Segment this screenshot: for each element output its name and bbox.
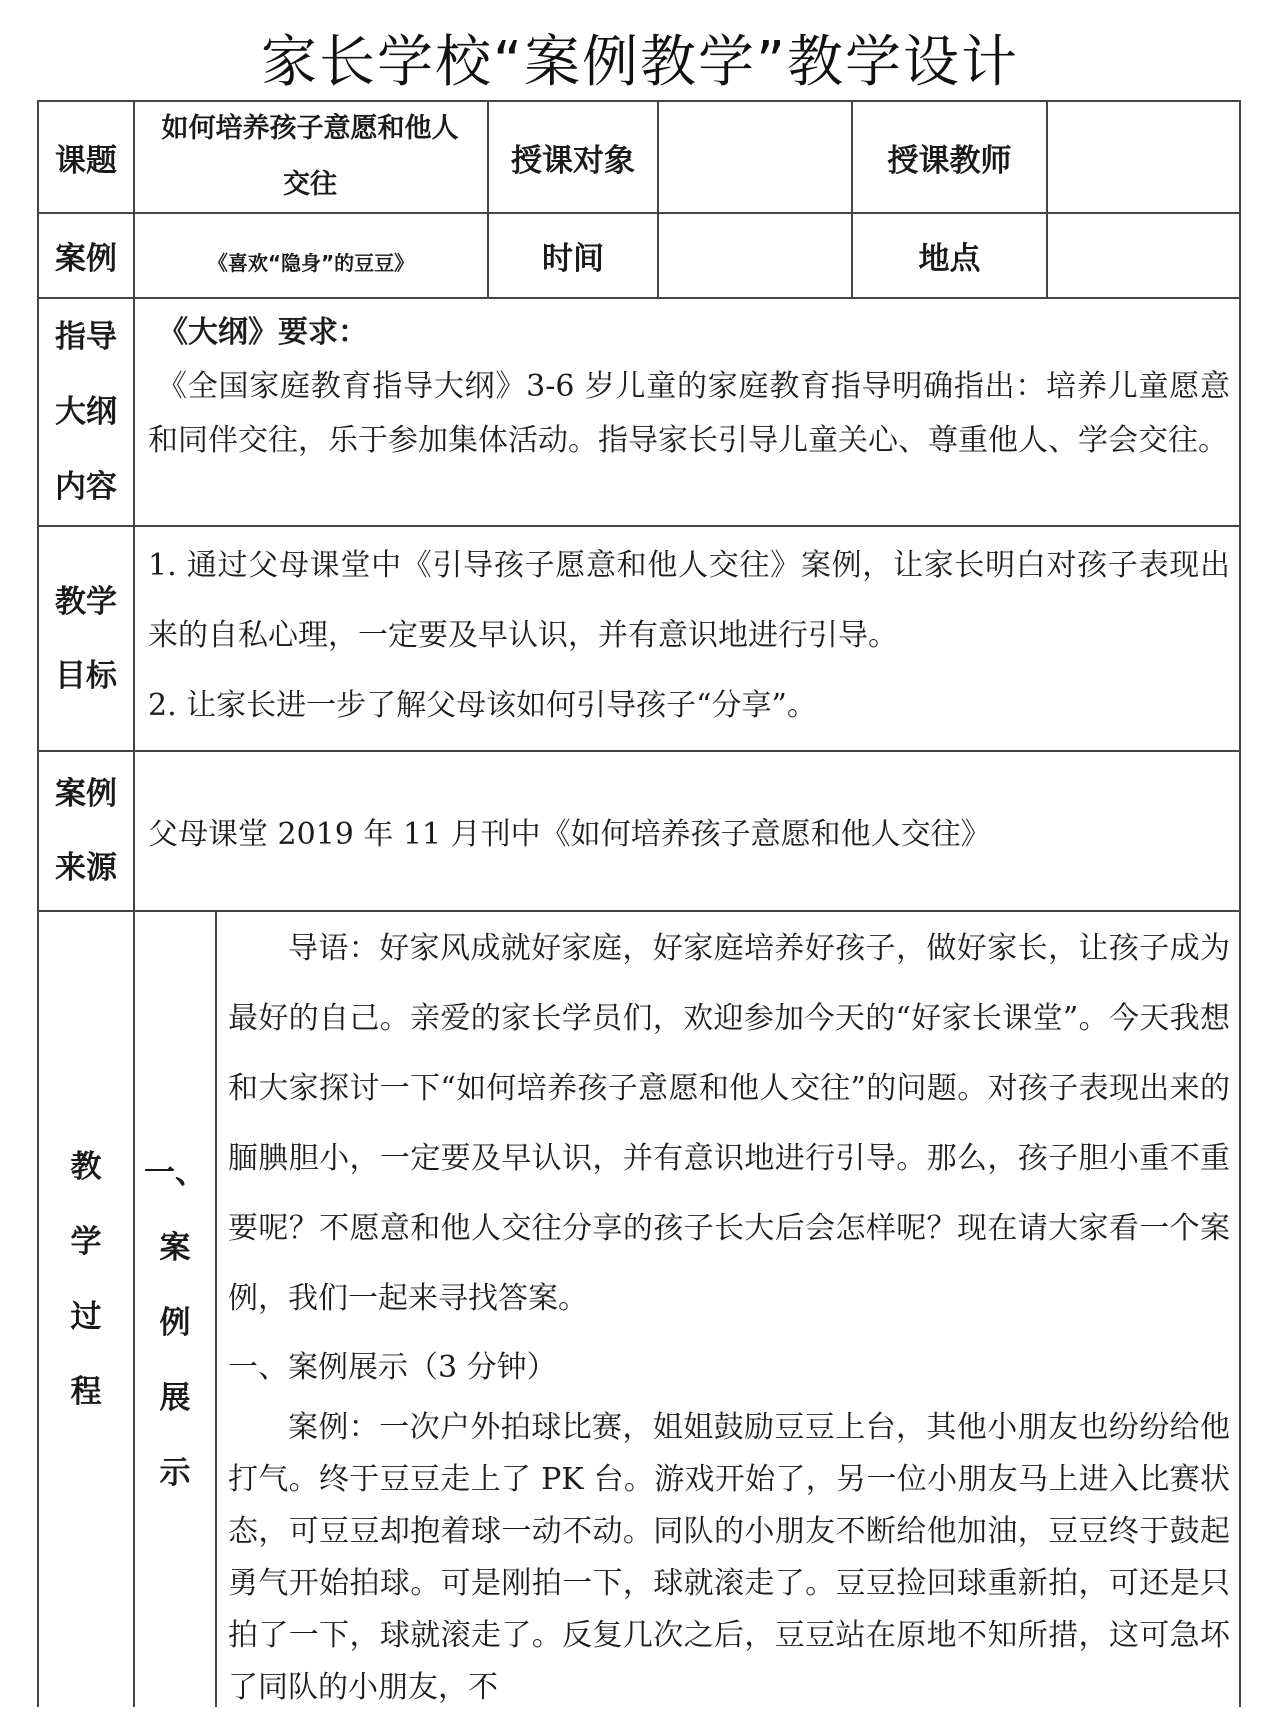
section-label-char: 一、 — [144, 1155, 206, 1191]
goals-label — [39, 527, 133, 750]
source-content — [148, 752, 1230, 910]
process-section-label — [135, 1136, 215, 1511]
topic-label: 课题 — [55, 142, 117, 179]
outline-label-line: 内容 — [55, 468, 117, 505]
source-label — [39, 752, 133, 910]
section-label-char: 展 — [159, 1380, 191, 1416]
process-content — [228, 914, 1230, 1714]
table-row-divider — [37, 297, 1241, 299]
process-label-char: 学 — [70, 1224, 102, 1260]
process-label — [39, 1130, 133, 1430]
outline-label-line: 指导 — [55, 318, 117, 355]
source-text: 父母课堂 2019 年 11 月刊中《如何培养孩子意愿和他人交往》 — [148, 817, 991, 852]
place-value — [1048, 214, 1239, 297]
time-value — [659, 214, 851, 297]
place-label: 地点 — [918, 241, 981, 277]
audience-label: 授课对象 — [511, 142, 635, 179]
source-label-line: 案例 — [55, 776, 117, 812]
teacher-value — [1048, 102, 1239, 212]
outline-content — [148, 306, 1230, 468]
topic-value: 如何培养孩子意愿和他人交往 — [161, 113, 459, 200]
section-title: 一、案例展示（3 分钟） — [228, 1350, 557, 1385]
audience-value — [659, 102, 851, 212]
table-row-divider — [37, 525, 1241, 527]
process-intro: 导语：好家风成就好家庭，好家庭培养好孩子，做好家长，让孩子成为最好的自己。亲爱的家长学员们，欢迎参加今天的“好家长课堂”。今天我想和大家探讨一下“如何培养孩子意愿和他人交往”的问题。对孩子表现出来的腼腆胆小，一定要及早认识，并有意识地进行引导。那么，孩子胆小重不重要呢？不愿意和他人交往分享的孩子长大后会怎样呢？现在请大家看一个案例，我们一起来寻找答案。 — [228, 931, 1230, 1316]
outline-heading: 《大纲》要求： — [158, 315, 368, 350]
outline-body: 《全国家庭教育指导大纲》3-6 岁儿童的家庭教育指导明确指出：培养儿童愿意和同伴交往，乐于参加集体活动。指导家长引导儿童关心、尊重他人、学会交往。 — [148, 369, 1230, 458]
section-label-char: 例 — [159, 1305, 191, 1341]
goals-content — [148, 531, 1230, 741]
outline-label-line: 大纲 — [55, 393, 117, 430]
time-label: 时间 — [542, 241, 604, 277]
process-label-char: 教 — [70, 1149, 102, 1185]
section-label-char: 示 — [159, 1455, 191, 1491]
case-title: 《喜欢“隐身”的豆豆》 — [207, 251, 415, 275]
table-row-divider — [37, 910, 1241, 912]
process-label-char: 过 — [70, 1299, 102, 1335]
source-label-line: 来源 — [55, 850, 117, 886]
outline-label — [39, 299, 133, 525]
section-label-char: 案 — [159, 1230, 191, 1266]
table-border-right — [1239, 100, 1241, 1707]
goals-label-line: 教学 — [55, 583, 117, 620]
case-label: 案例 — [55, 241, 117, 277]
document-title: 家长学校“案例教学”教学设计 — [260, 30, 1020, 95]
goal-item: 2. 让家长进一步了解父母该如何引导孩子“分享”。 — [148, 688, 817, 723]
goals-label-line: 目标 — [55, 657, 117, 694]
teacher-label: 授课教师 — [887, 142, 1012, 179]
case-text: 案例：一次户外拍球比赛，姐姐鼓励豆豆上台，其他小朋友也纷纷给他打气。终于豆豆走上了 PK 台。游戏开始了，另一位小朋友马上进入比赛状态，可豆豆却抱着球一动不动。同队的小朋友不断给他加油，豆豆终于鼓起勇气开始拍球。可是刚拍一下，球就滚走了。豆豆捡回球重新拍，可还是只拍了一下，球就滚走了。反复几次之后，豆豆站在原地不知所措，这可急坏了同队的小朋友，不 — [228, 1410, 1230, 1705]
process-label-char: 程 — [70, 1374, 102, 1410]
table-col-divider — [215, 910, 217, 1707]
goal-item: 1. 通过父母课堂中《引导孩子愿意和他人交往》案例，让家长明白对孩子表现出来的自私心理，一定要及早认识，并有意识地进行引导。 — [148, 548, 1230, 653]
